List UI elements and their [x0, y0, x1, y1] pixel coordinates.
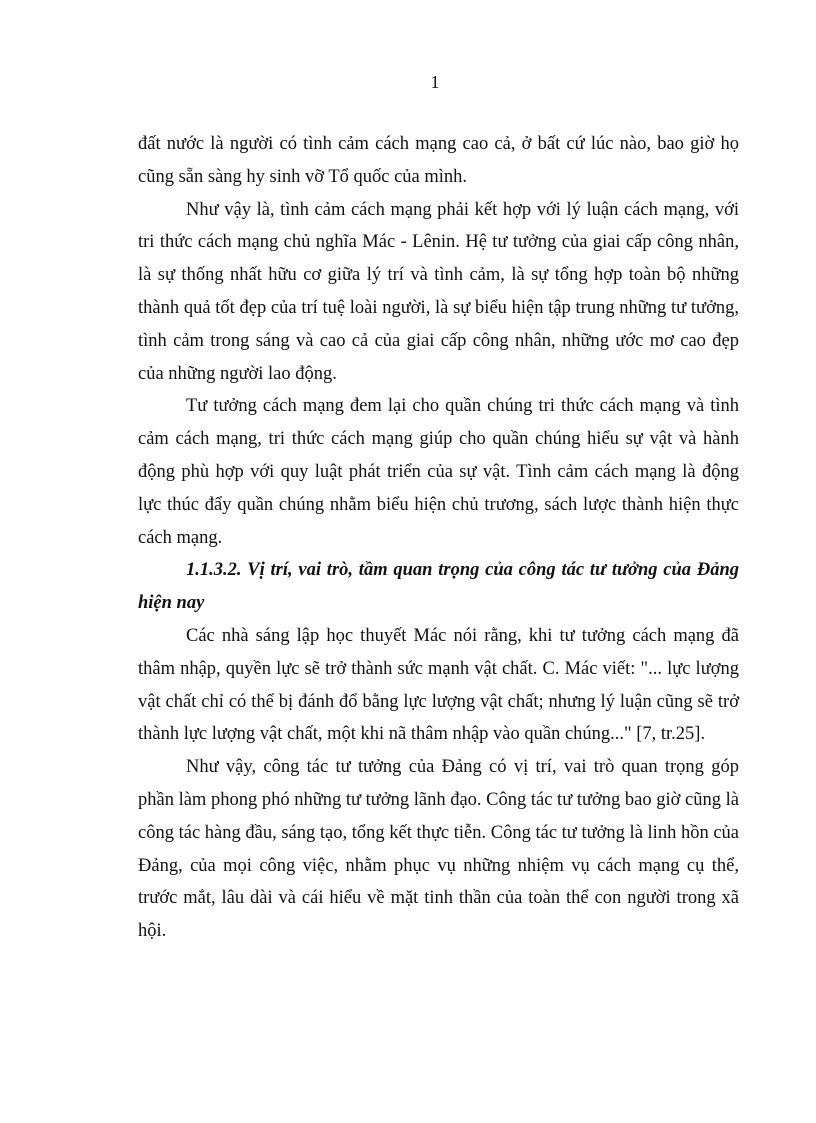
paragraph: Các nhà sáng lập học thuyết Mác nói rằng, khi tư tưởng cách mạng đã thâm nhập, quyền lực sẽ trở thành sức mạnh vật chất. C. Mác viết: "... lực lượng vật chất chỉ có thể bị đánh đổ bằng lực lượng vật chất; nhưng lý luận cũng sẽ trở thành lực lượng vật chất, một khi nã thâm nhập vào quần chúng..." [7, tr.25].: [138, 625, 739, 745]
page-number: 1: [430, 72, 440, 92]
paragraph: Như vậy là, tình cảm cách mạng phải kết hợp với lý luận cách mạng, với tri thức cách mạng chủ nghĩa Mác - Lênin. Hệ tư tưởng của giai cấp công nhân, là sự thống nhất hữu cơ giữa lý trí và tình cảm, là sự tổng hợp toàn bộ những thành quả tốt đẹp của trí tuệ loài người, là sự biểu hiện tập trung những tư tưởng, tình cảm trong sáng và cao cả của giai cấp công nhân, những ước mơ cao đẹp của những người lao động.: [138, 199, 739, 384]
body-text: [138, 128, 739, 948]
paragraph: Như vậy, công tác tư tưởng của Đảng có vị trí, vai trò quan trọng góp phần làm phong phó những tư tưởng lãnh đạo. Công tác tư tưởng bao giờ cũng là công tác hàng đầu, sáng tạo, tổng kết thực tiễn. Công tác tư tưởng là linh hồn của Đảng, của mọi công việc, nhằm phục vụ những nhiệm vụ cách mạng cụ thể, trước mắt, lâu dài và cái hiểu về mặt tinh thần của toàn thể con người trong xã hội.: [138, 757, 739, 942]
section-heading: 1.1.3.2. Vị trí, vai trò, tầm quan trọng của công tác tư tưởng của Đảng hiện nay: [138, 560, 739, 614]
paragraph-continuation: đất nước là người có tình cảm cách mạng cao cả, ở bất cứ lúc nào, bao giờ họ cũng sẵn sàng hy sinh vỡ Tổ quốc của mình.: [138, 134, 739, 187]
paragraph: Tư tưởng cách mạng đem lại cho quần chúng tri thức cách mạng và tình cảm cách mạng, tri thức cách mạng giúp cho quần chúng hiểu sự vật và hành động phù hợp với quy luật phát triển của sự vật. Tình cảm cách mạng là động lực thúc đẩy quần chúng nhằm biểu hiện chủ trương, sách lược thành hiện thực cách mạng.: [138, 396, 739, 548]
